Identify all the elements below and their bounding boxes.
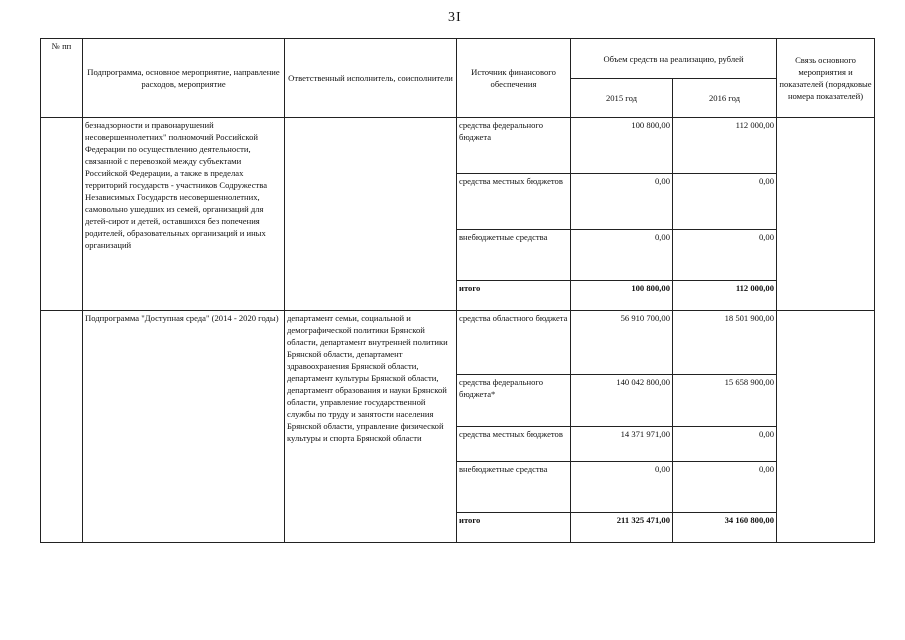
source-cell: итого (457, 513, 571, 543)
link-cell (777, 311, 875, 543)
header-program: Подпрограмма, основное мероприятие, направление расходов, мероприятие (83, 39, 285, 118)
value-2015: 0,00 (571, 462, 673, 513)
value-2016: 34 160 800,00 (673, 513, 777, 543)
source-cell: средства местных бюджетов (457, 427, 571, 462)
value-2015: 0,00 (571, 174, 673, 230)
executor-cell (285, 118, 457, 311)
row-number-cell (41, 311, 83, 543)
value-2015: 140 042 800,00 (571, 375, 673, 427)
value-2015: 211 325 471,00 (571, 513, 673, 543)
source-cell: внебюджетные средства (457, 230, 571, 281)
page-number: 3I (448, 10, 462, 25)
header-source: Источник финансового обеспечения (457, 39, 571, 118)
value-2016: 15 658 900,00 (673, 375, 777, 427)
value-2016: 0,00 (673, 462, 777, 513)
value-2016: 112 000,00 (673, 118, 777, 174)
header-volume: Объем средств на реализацию, рублей (571, 39, 777, 79)
header-2015: 2015 год (571, 79, 673, 118)
header-executor: Ответственный исполнитель, соисполнители (285, 39, 457, 118)
program-cell: безнадзорности и правонарушений несовершеннолетних" полномочий Российской Федерации по осуществлению деятельности, связанной с перевозкой между субъектами Российской Федерации, а также в пределах территорий государств - участников Содружества Независимых Государств несовершеннолетних, самовольно ушедших из семей, организаций для детей-сирот и детей, оставшихся без попечения родителей, образовательных организаций и иных организаций (83, 118, 285, 311)
value-2015: 14 371 971,00 (571, 427, 673, 462)
table-row (41, 118, 875, 174)
value-2015: 100 800,00 (571, 281, 673, 311)
row-number-cell (41, 118, 83, 311)
program-cell: Подпрограмма "Доступная среда" (2014 - 2020 годы) (83, 311, 285, 543)
link-cell (777, 118, 875, 311)
value-2016: 18 501 900,00 (673, 311, 777, 375)
source-cell: средства федерального бюджета (457, 118, 571, 174)
header-row-1 (41, 39, 875, 79)
value-2016: 0,00 (673, 427, 777, 462)
header-number: № пп (41, 39, 83, 118)
value-2016: 0,00 (673, 174, 777, 230)
header-2016: 2016 год (673, 79, 777, 118)
header-link: Связь основного мероприятия и показателей (порядковые номера показателей) (777, 39, 875, 118)
executor-cell: департамент семьи, социальной и демографической политики Брянской области, департамент внутренней политики Брянской области, департамент здравоохранения Брянской области, департамент культуры Брянской области, департамент образования и науки Брянской области, управление государственной службы по труду и занятости населения Брянской области, управление физической культуры и спорта Брянской области (285, 311, 457, 543)
source-cell: средства федерального бюджета* (457, 375, 571, 427)
value-2015: 100 800,00 (571, 118, 673, 174)
value-2015: 56 910 700,00 (571, 311, 673, 375)
value-2016: 0,00 (673, 230, 777, 281)
value-2015: 0,00 (571, 230, 673, 281)
table-row (41, 311, 875, 375)
source-cell: внебюджетные средства (457, 462, 571, 513)
source-cell: итого (457, 281, 571, 311)
source-cell: средства местных бюджетов (457, 174, 571, 230)
budget-table (40, 38, 875, 543)
value-2016: 112 000,00 (673, 281, 777, 311)
source-cell: средства областного бюджета (457, 311, 571, 375)
